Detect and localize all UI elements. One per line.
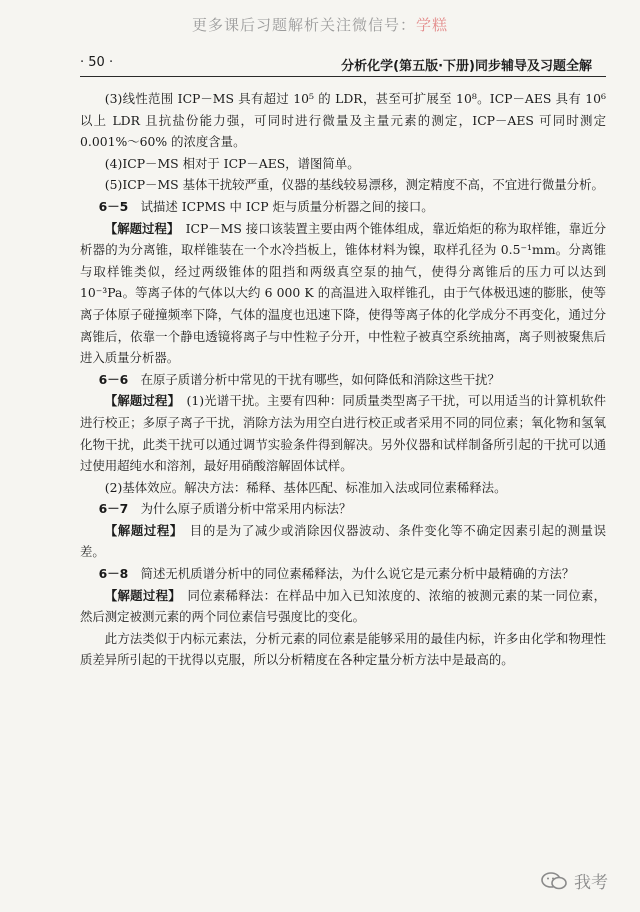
paragraph-3: (3)线性范围 ICP－MS 具有超过 10⁵ 的 LDR，甚至可扩展至 10⁸。ICP－AES 具有 10⁶ 以上 LDR 且抗盐份能力强，可同时进行微量及主量元素的测定，ICP－AES 可同时测定 0.001%～60% 的浓度含量。 — [80, 91, 606, 150]
question-text: 在原子质谱分析中常见的干扰有哪些，如何降低和消除这些干扰？ — [140, 371, 500, 387]
wechat-icon — [540, 871, 568, 891]
answer-text: 同位素稀释法：在样品中加入已知浓度的、浓缩的被测元素的某一同位素，然后测定被测元素的两个同位素信号强度比的变化。 — [80, 587, 607, 625]
page-number: · 50 · — [80, 55, 114, 70]
watermark-text: 我考 — [574, 873, 608, 893]
answer-label: 【解题过程】 — [104, 393, 174, 409]
question-6-8 — [80, 563, 606, 585]
answer-6-6 — [80, 390, 606, 476]
question-number: 6－6 — [98, 371, 129, 387]
question-text: 试描述 ICPMS 中 ICP 炬与质量分析器之间的接口。 — [140, 198, 434, 214]
question-6-5 — [80, 196, 606, 218]
question-number: 6－7 — [98, 501, 129, 517]
question-6-6 — [80, 369, 606, 391]
answer-label: 【解题过程】 — [104, 587, 175, 603]
book-title: 分析化学(第五版·下册)同步辅导及习题全解 — [341, 59, 592, 74]
paragraph-5: (5)ICP－MS 基体干扰较严重，仪器的基线较易漂移，测定精度不高，不宜进行微量分析。 — [104, 177, 604, 193]
answer-6-5 — [80, 218, 606, 369]
answer-6-6-part2: (2)基体效应。解决方法：稀释、基体匹配、标准加入法或同位素稀释法。 — [104, 479, 507, 495]
answer-label: 【解题过程】 — [104, 220, 174, 236]
answer-6-8 — [80, 585, 606, 628]
watermark-prefix: 更多课后习题解析关注微信号： — [191, 16, 416, 34]
answer-6-8-part2: 此方法类似于内标元素法，分析元素的同位素是能够采用的最佳内标，许多由化学和物理性质差异所引起的干扰得以克服，所以分析精度在各种定量分析方法中是最高的。 — [80, 630, 606, 668]
question-text: 为什么原子质谱分析中常采用内标法？ — [140, 501, 352, 517]
watermark-brand: 学糕 — [416, 16, 449, 34]
question-number: 6－5 — [98, 198, 129, 214]
page-header — [80, 52, 606, 77]
page-content — [80, 88, 606, 671]
question-text: 简述无机质谱分析中的同位素稀释法，为什么说它是元素分析中最精确的方法？ — [140, 566, 575, 582]
answer-6-7 — [80, 520, 606, 563]
answer-text: ICP－MS 接口该装置主要由两个锥体组成，靠近焰炬的称为取样锥，靠近分析器的为分离锥，取样锥装在一个水冷挡板上，锥体材料为镍，取样孔径为 0.5⁻¹mm。分离锥与取样锥类似，经过两级锥体的阻挡和两级真空泵的抽气，使得分离锥后的压力可以达到 10⁻³Pa。等离子体的气体以大约 6 000 K 的高温进入取样锥孔，由于气体极迅速的膨胀，使等离子体原子碰撞频率下降，气体的温度也迅速下降，使得等离子体的化学成分不再变化，通过分离锥后，依靠一个静电透镜将离子与中性粒子分开，中性粒子被真空系统抽离，离子则被聚焦后进入质量分析器。 — [80, 220, 607, 366]
paragraph-4: (4)ICP－MS 相对于 ICP－AES，谱图简单。 — [104, 155, 360, 171]
question-6-7 — [80, 498, 606, 520]
question-number: 6－8 — [98, 566, 129, 582]
answer-text: 目的是为了减少或消除因仪器波动、条件变化等不确定因素引起的测量误差。 — [80, 522, 607, 560]
answer-text: (1)光谱干扰。主要有四种：同质量类型离子干扰，可以用适当的计算机软件进行校正；多原子离子干扰，消除方法为用空白进行校正或者采用不同的同位素；氧化物和氢氧化物干扰，此类干扰可以通过调节实验条件得到解决。另外仪器和试样制备所引起的干扰可以通过使用超纯水和溶剂，最好用硝酸溶解固体试样。 — [80, 393, 606, 474]
top-watermark — [0, 14, 640, 35]
bottom-watermark — [540, 868, 608, 893]
answer-label: 【解题过程】 — [104, 522, 177, 538]
